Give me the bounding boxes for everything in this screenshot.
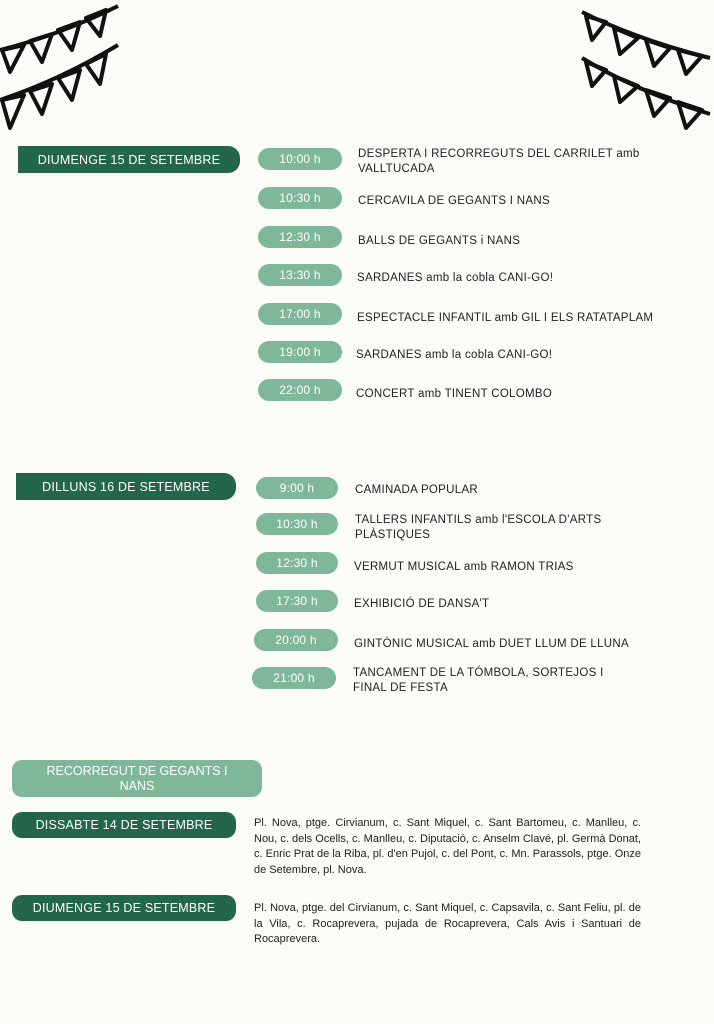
time-mon-3: 12:30 h [256,552,338,574]
event-sun-2: CERCAVILA DE GEGANTS I NANS [358,195,550,207]
event-sun-5: ESPECTACLE INFANTIL amb GIL I ELS RATATAPLAM [357,312,654,324]
route-day-sunday: DIUMENGE 15 DE SETEMBRE [12,895,236,921]
day-label-sunday: DIUMENGE 15 DE SETEMBRE [18,146,240,173]
event-mon-6: TANCAMENT DE LA TÓMBOLA, SORTEJOS I FINAL DE FESTA [353,667,604,694]
event-mon-5: GINTÒNIC MUSICAL amb DUET LLUM DE LLUNA [354,638,629,650]
event-sun-3: BALLS DE GEGANTS i NANS [358,235,521,247]
time-sun-3: 12:30 h [258,226,342,248]
event-sun-7: CONCERT amb TINENT COLOMBO [356,388,553,400]
time-sun-7: 22:00 h [258,379,342,401]
event-mon-3: VERMUT MUSICAL amb RAMON TRIAS [354,561,574,573]
route-text-sunday: Pl. Nova, ptge. del Cirvianum, c. Sant Miquel, c. Capsavila, c. Sant Feliu, pl. de la Vila, c. Rocaprevera, pujada de Rocaprevera, Cals Avis i Santuari de Rocaprevera. [254,902,641,946]
time-mon-1: 9:00 h [256,477,338,499]
time-sun-2: 10:30 h [258,187,342,209]
event-mon-2: TALLERS INFANTILS amb l'ESCOLA D'ARTS PLÀSTIQUES [355,514,602,541]
event-mon-4: EXHIBICIÓ DE DANSA'T [354,598,490,610]
event-mon-1: CAMINADA POPULAR [355,484,479,496]
time-sun-1: 10:00 h [258,148,342,170]
time-mon-4: 17:30 h [256,590,338,612]
day-label-monday: DILLUNS 16 DE SETEMBRE [16,473,236,500]
bunting-left-icon [0,0,130,140]
time-sun-6: 19:00 h [258,341,342,363]
time-sun-5: 17:00 h [258,303,342,325]
time-mon-5: 20:00 h [254,629,338,651]
route-title: RECORREGUT DE GEGANTS I NANS [12,760,262,797]
time-mon-2: 10:30 h [256,513,338,535]
event-sun-4: SARDANES amb la cobla CANI-GO! [357,272,554,284]
time-sun-4: 13:30 h [258,264,342,286]
event-sun-6: SARDANES amb la cobla CANI-GO! [356,349,553,361]
time-mon-6: 21:00 h [252,667,336,689]
route-day-saturday: DISSABTE 14 DE SETEMBRE [12,812,236,838]
route-text-saturday: Pl. Nova, ptge. Cirvianum, c. Sant Miquel, c. Sant Bartomeu, c. Manlleu, c. Nou, c. dels Ocells, c. Manlleu, c. Diputació, c. Anselm Clavé, pl. Germà Donat, c. Enric Prat de la Riba, pl. d'en Pujol, c. del Pont, c. Mn. Parassols, ptge. Onze de Setembre, pl. Nova. [254,817,641,876]
event-sun-1: DESPERTA I RECORREGUTS DEL CARRILET amb VALLTUCADA [358,148,640,175]
bunting-right-icon [578,0,714,150]
